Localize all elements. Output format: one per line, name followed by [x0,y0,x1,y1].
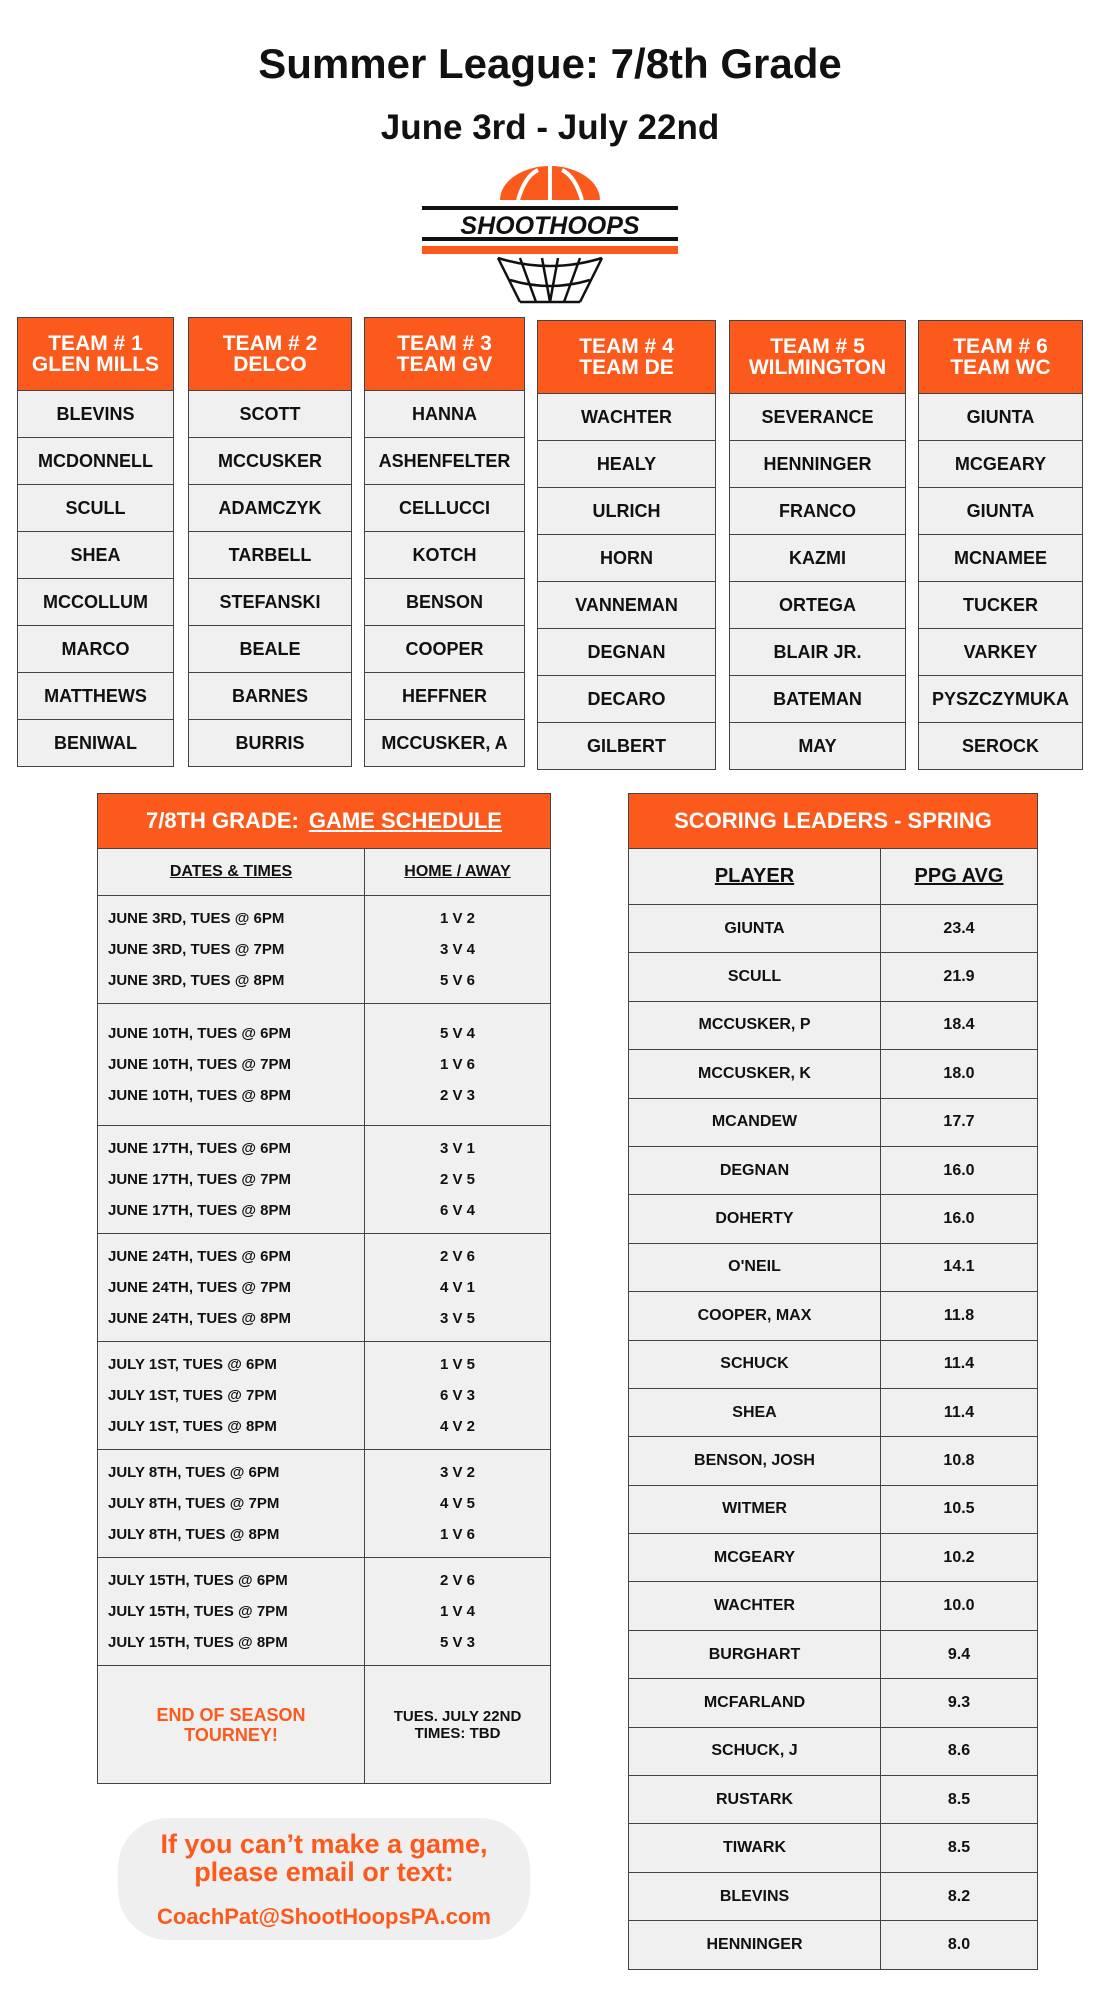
matchup: 3 V 4 [439,941,476,958]
matchup: 2 V 5 [439,1171,476,1188]
leader-row [628,1002,1038,1050]
end-of-season-label [98,1666,365,1783]
player-cell: HEALY [537,441,716,488]
matchup: 1 V 4 [439,1603,476,1620]
game-schedule-table [97,793,551,1784]
team-name: TEAM DE [579,356,674,379]
leader-player: SCULL [629,953,881,1000]
game-date: JUNE 10TH, TUES @ 6PM [108,1025,292,1042]
game-date: JUNE 3RD, TUES @ 8PM [108,972,285,989]
schedule-week [97,1126,551,1234]
game-date: JUNE 10TH, TUES @ 7PM [108,1056,292,1073]
schedule-header-row [97,849,551,896]
player-cell: ADAMCZYK [188,485,352,532]
matchup: 4 V 1 [439,1279,476,1296]
player-cell: VANNEMAN [537,582,716,629]
player-header: PLAYER [629,849,881,904]
leader-player: MCCUSKER, P [629,1002,881,1049]
leader-row [628,1195,1038,1243]
home-away-header: HOME / AWAY [404,863,511,880]
leader-ppg: 10.8 [943,1451,975,1469]
leader-row [628,1147,1038,1195]
leader-ppg: 11.4 [943,1355,975,1373]
team-header [537,320,716,394]
matchup: 6 V 3 [439,1387,476,1404]
leader-row [628,1437,1038,1485]
team-name: TEAM WC [950,356,1051,379]
schedule-week [97,1450,551,1558]
page-subtitle-dates: June 3rd - July 22nd [380,108,720,147]
leader-ppg: 8.6 [947,1742,971,1760]
team-number: TEAM # 1 [48,332,143,355]
team-number: TEAM # 6 [953,335,1048,358]
matchup: 3 V 5 [439,1310,476,1327]
schedule-title-link: GAME SCHEDULE [308,808,502,833]
leader-player: WITMER [629,1486,881,1533]
player-cell: GIUNTA [918,488,1083,535]
end-of-season-row [97,1666,551,1784]
contact-email-link[interactable]: CoachPat@ShootHoopsPA.com [157,1904,491,1929]
player-cell: PYSZCZYMUKA [918,676,1083,723]
leader-ppg: 23.4 [943,919,975,937]
leader-row [628,1921,1038,1969]
team-column-2 [188,317,352,767]
leader-player: O'NEIL [629,1244,881,1291]
contact-line1: If you can’t make a game, [160,1829,488,1859]
leader-player: SHEA [629,1389,881,1436]
player-cell: DEGNAN [537,629,716,676]
player-cell: BATEMAN [729,676,906,723]
leader-ppg: 9.3 [947,1693,971,1711]
team-header [17,317,174,391]
game-date: JULY 15TH, TUES @ 7PM [108,1603,288,1620]
player-cell: BLEVINS [17,391,174,438]
game-date: JUNE 17TH, TUES @ 8PM [108,1202,292,1219]
leaders-body [628,905,1038,1970]
schedule-week [97,1558,551,1666]
leader-player: WACHTER [629,1582,881,1629]
schedule-week [97,1342,551,1450]
matchup: 2 V 3 [439,1087,476,1104]
end-of-season-date [365,1666,550,1783]
end-of-season-line2: TOURNEY! [184,1724,278,1745]
tourney-date: TUES. JULY 22ND [393,1707,522,1725]
matchup: 1 V 6 [439,1056,476,1073]
dates-times-header: DATES & TIMES [98,849,365,895]
leader-ppg: 21.9 [943,968,975,986]
player-cell: GIUNTA [918,394,1083,441]
leader-player: DOHERTY [629,1195,881,1242]
leader-row [628,953,1038,1001]
ppg-header: PPG AVG [914,865,1004,887]
game-date: JULY 8TH, TUES @ 6PM [108,1464,280,1481]
player-cell: BARNES [188,673,352,720]
player-cell: MCDONNELL [17,438,174,485]
schedule-week [97,1004,551,1126]
leader-row [628,1728,1038,1776]
schedule-title [97,793,551,849]
leader-ppg: 16.0 [943,1161,975,1179]
matchup: 3 V 1 [439,1140,476,1157]
player-cell: GILBERT [537,723,716,770]
game-date: JUNE 3RD, TUES @ 6PM [108,910,285,927]
player-cell: BEALE [188,626,352,673]
leader-row [628,1631,1038,1679]
leader-row [628,1050,1038,1098]
player-cell: TUCKER [918,582,1083,629]
leader-player: BENSON, JOSH [629,1437,881,1484]
leader-row [628,1534,1038,1582]
matchup: 3 V 2 [439,1464,476,1481]
game-date: JULY 8TH, TUES @ 7PM [108,1495,280,1512]
team-column-3 [364,317,525,767]
schedule-week [97,896,551,1004]
leaders-title: SCORING LEADERS - SPRING [628,793,1038,849]
player-cell: MCCUSKER [188,438,352,485]
player-cell: TARBELL [188,532,352,579]
leader-ppg: 10.2 [943,1548,975,1566]
game-date: JULY 15TH, TUES @ 8PM [108,1634,288,1651]
leader-player: MCCUSKER, K [629,1050,881,1097]
player-cell: BENIWAL [17,720,174,767]
player-cell: HENNINGER [729,441,906,488]
leader-row [628,1099,1038,1147]
leader-ppg: 18.4 [943,1016,975,1034]
leader-row [628,1776,1038,1824]
matchup: 1 V 6 [439,1526,476,1543]
player-cell: DECARO [537,676,716,723]
leader-ppg: 18.0 [943,1064,975,1082]
player-cell: ULRICH [537,488,716,535]
team-name: DELCO [233,353,307,376]
player-cell: MCCOLLUM [17,579,174,626]
contact-line2: please email or text: [194,1857,454,1887]
leader-player: BURGHART [629,1631,881,1678]
player-cell: CELLUCCI [364,485,525,532]
team-number: TEAM # 3 [397,332,492,355]
team-name: TEAM GV [396,353,493,376]
matchup: 1 V 2 [439,910,476,927]
team-name: WILMINGTON [748,356,887,379]
team-header [188,317,352,391]
player-cell: FRANCO [729,488,906,535]
player-cell: SEVERANCE [729,394,906,441]
game-date: JUNE 3RD, TUES @ 7PM [108,941,285,958]
team-header [918,320,1083,394]
matchup: 2 V 6 [439,1572,476,1589]
leader-ppg: 14.1 [943,1258,975,1276]
player-cell: SEROCK [918,723,1083,770]
leader-row [628,1873,1038,1921]
leader-ppg: 10.0 [943,1597,975,1615]
leader-row [628,1341,1038,1389]
leader-player: DEGNAN [629,1147,881,1194]
game-date: JULY 8TH, TUES @ 8PM [108,1526,280,1543]
player-cell: SHEA [17,532,174,579]
leader-row [628,1486,1038,1534]
leader-ppg: 11.4 [943,1403,975,1421]
end-of-season-line1: END OF SEASON [156,1704,306,1725]
matchup: 4 V 5 [439,1495,476,1512]
leader-row [628,905,1038,953]
player-cell: BENSON [364,579,525,626]
leader-row [628,1292,1038,1340]
player-cell: COOPER [364,626,525,673]
leader-ppg: 10.5 [943,1500,975,1518]
player-cell: SCULL [17,485,174,532]
game-date: JUNE 10TH, TUES @ 8PM [108,1087,292,1104]
player-cell: VARKEY [918,629,1083,676]
leader-player: TIWARK [629,1824,881,1871]
contact-bubble [118,1818,530,1940]
matchup: 5 V 3 [439,1634,476,1651]
player-cell: BURRIS [188,720,352,767]
leader-player: HENNINGER [629,1921,881,1968]
player-cell: MCGEARY [918,441,1083,488]
matchup: 5 V 6 [439,972,476,989]
player-cell: ASHENFELTER [364,438,525,485]
leader-row [628,1244,1038,1292]
leader-row [628,1824,1038,1872]
player-cell: BLAIR JR. [729,629,906,676]
team-column-1 [17,317,174,767]
schedule-week [97,1234,551,1342]
player-cell: ORTEGA [729,582,906,629]
leader-player: MCANDEW [629,1099,881,1146]
leader-ppg: 8.0 [947,1935,971,1953]
game-date: JUNE 17TH, TUES @ 6PM [108,1140,292,1157]
player-cell: MATTHEWS [17,673,174,720]
game-date: JUNE 17TH, TUES @ 7PM [108,1171,292,1188]
team-number: TEAM # 5 [770,335,865,358]
player-cell: WACHTER [537,394,716,441]
team-name: GLEN MILLS [31,353,160,376]
leader-player: MCGEARY [629,1534,881,1581]
leader-ppg: 8.2 [947,1887,971,1905]
player-cell: HANNA [364,391,525,438]
page-title: Summer League: 7/8th Grade [258,40,842,87]
matchup: 5 V 4 [439,1025,476,1042]
leader-ppg: 11.8 [943,1306,975,1324]
player-cell: KOTCH [364,532,525,579]
matchup: 4 V 2 [439,1418,476,1435]
game-date: JULY 1ST, TUES @ 6PM [108,1356,277,1373]
leader-ppg: 8.5 [947,1839,971,1857]
matchup: 1 V 5 [439,1356,476,1373]
leader-player: COOPER, MAX [629,1292,881,1339]
leader-ppg: 16.0 [943,1210,975,1228]
player-cell: MCCUSKER, A [364,720,525,767]
basketball-net-icon [498,258,602,302]
player-cell: KAZMI [729,535,906,582]
leader-player: RUSTARK [629,1776,881,1823]
schedule-title-prefix: 7/8TH GRADE: [146,808,299,833]
logo-wordmark: SHOOTHOOPS [460,212,640,240]
leader-player: SCHUCK [629,1341,881,1388]
team-number: TEAM # 4 [579,335,674,358]
matchup: 6 V 4 [439,1202,476,1219]
team-header [729,320,906,394]
player-cell: HEFFNER [364,673,525,720]
player-cell: STEFANSKI [188,579,352,626]
leader-player: SCHUCK, J [629,1728,881,1775]
game-date: JULY 1ST, TUES @ 7PM [108,1387,277,1404]
game-date: JULY 15TH, TUES @ 6PM [108,1572,288,1589]
leader-player: BLEVINS [629,1873,881,1920]
leader-row [628,1582,1038,1630]
team-column-5 [729,320,906,770]
matchup: 2 V 6 [439,1248,476,1265]
leader-ppg: 8.5 [947,1790,971,1808]
tourney-times: TIMES: TBD [414,1724,501,1742]
scoring-leaders-table [628,793,1038,1970]
leader-player: GIUNTA [629,905,881,952]
leader-ppg: 9.4 [947,1645,971,1663]
basketball-icon [500,166,600,200]
game-date: JUNE 24TH, TUES @ 7PM [108,1279,292,1296]
player-cell: MCNAMEE [918,535,1083,582]
game-date: JULY 1ST, TUES @ 8PM [108,1418,277,1435]
team-header [364,317,525,391]
team-number: TEAM # 2 [222,332,318,355]
shoothoops-logo [420,162,680,307]
leader-row [628,1679,1038,1727]
player-cell: MAY [729,723,906,770]
team-column-4 [537,320,716,770]
player-cell: MARCO [17,626,174,673]
game-date: JUNE 24TH, TUES @ 6PM [108,1248,292,1265]
team-column-6 [918,320,1083,770]
player-cell: HORN [537,535,716,582]
leader-row [628,1389,1038,1437]
leader-player: MCFARLAND [629,1679,881,1726]
leaders-header-row [628,849,1038,905]
game-date: JUNE 24TH, TUES @ 8PM [108,1310,292,1327]
player-cell: SCOTT [188,391,352,438]
leader-ppg: 17.7 [943,1113,975,1131]
